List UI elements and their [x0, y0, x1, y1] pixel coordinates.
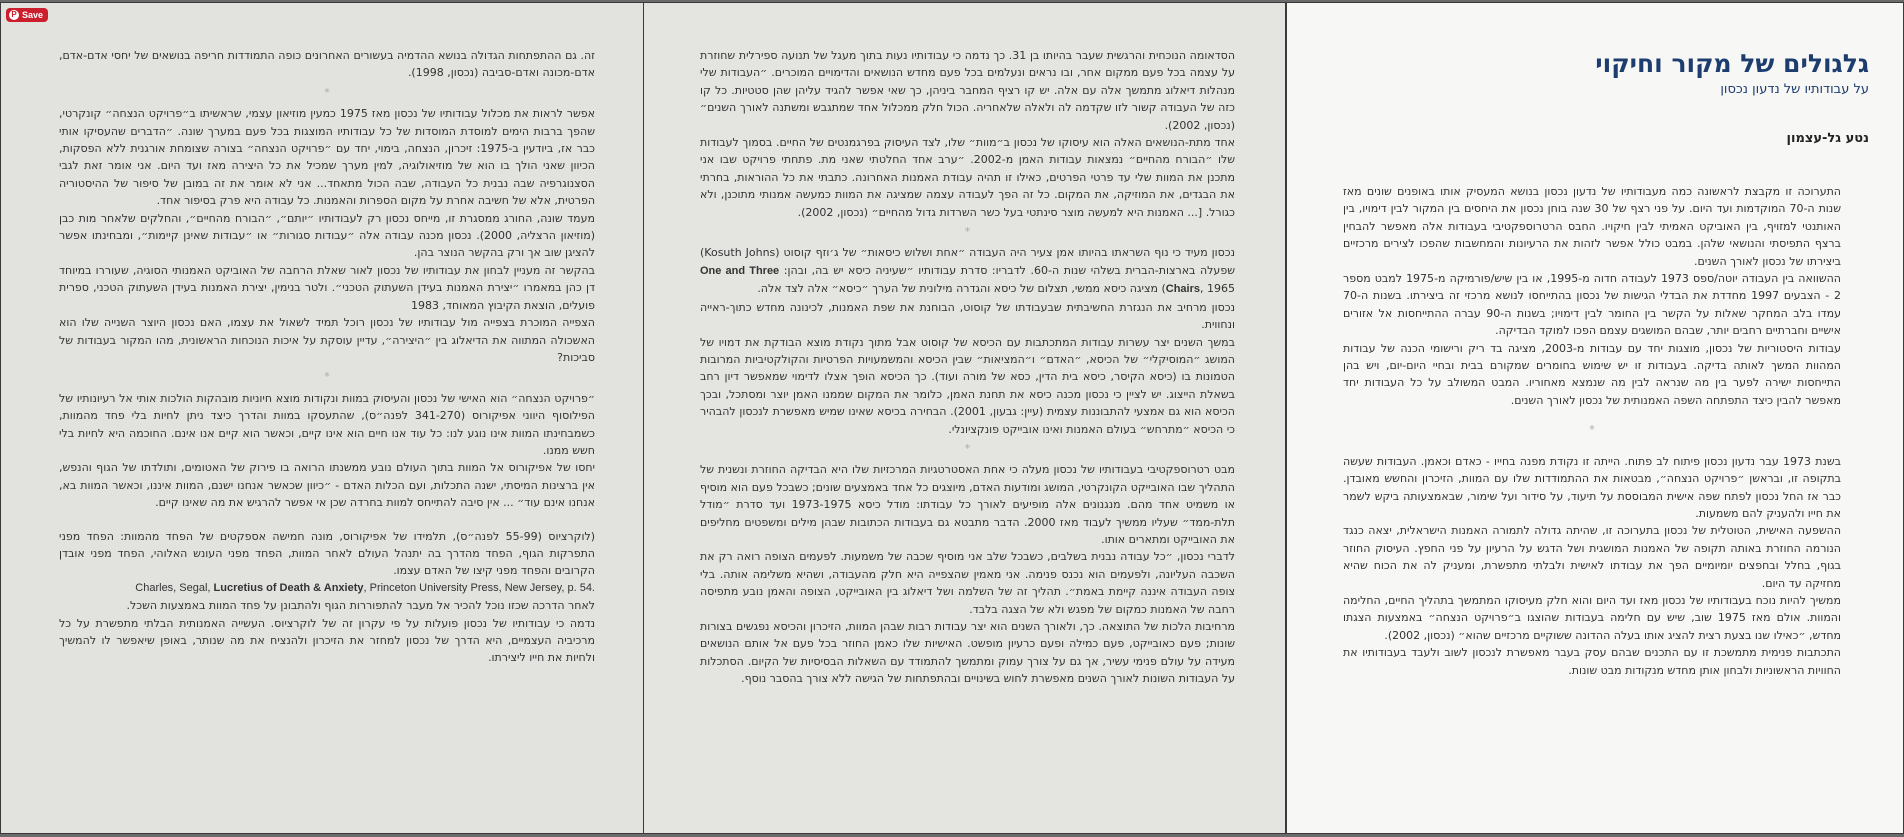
article-title-block [1595, 49, 1869, 99]
citation-author: Charles, Segal, [135, 581, 214, 594]
save-button[interactable] [6, 8, 48, 22]
paragraph-text: נכסון מעיד כי נוף השראתו בהיותו אמן צעיר היה העבודה ״אחת ושלוש כיסאות״ של ג׳וזף קוסוט (Kosuth Johns) שפעלה בארצות-הברית בשלהי שנות ה-60. לדבריו: סדרת עבודותיו ״שעיניה כיסא יש בה, ובהן: [700, 246, 1235, 277]
section-divider: * [964, 441, 971, 455]
pinterest-icon: P [9, 10, 19, 20]
paragraph: יחסו של אפיקורוס אל המוות בתוך העולם נובע ממשנתו הרואה בו פירוק של האטומים, ותולדתו של הגוף והנפש, אין ברצינות המיסתי, ישנה התכלות, ועם הכלות האדם - ״כיוון שכאשר אנחנו ישנם, המוות איננו, וכאשר המוות בא, אנחנו אינם עוד״ ... אין סיבה להתייחס למוות בחרדה שכן אי אפשר להרגיש את מה שאינו קיים. [59, 461, 595, 510]
paragraph: נדמה כי עבודותיו של נכסון פועלות על פי עקרון זה של לוקרציוס. העשייה האמנותית הבלתי מתפשרת על כל מרכיביה העצמיים, היא הדרך של נכסון למחזר את הזיכרון ולהנציח את מה שנותר, באופן שיאפשר לו להמשיך ולחיות את חייו ליצירתו. [59, 616, 595, 665]
paragraph: אחד מתת-הנושאים האלה הוא עיסוקו של נכסון ב״מוות״ שלו, לצד העיסוק בפרגמנטים של החיים. בסמוך לעבודות שלו ״הבורח מהחיים״ נמצאות עבודות האמן מ-2002. ״ערב אחד החלטתי שאני מת. פתחתי פרויקט שבו אני מתכנן את המוות שלי עד פרטי הפרטים, כאילו זו תהיה עבודת האמנות האחרונה. כתבתי את כל ההוראות, בחרתי את הבגדים, את המוזיקה, את המקום. כל זה הפך לעבודה עצמה שמציגה את המוות כמעשה אמנותי מתוכנן, ולא כגורל. [... האמנות היא למעשה מוצר סינתטי בעל כשר השרדות גדול מהחיים״ (נכסון, 2002). [700, 136, 1236, 219]
citation-title: Lucretius of Death & Anxiety [213, 581, 364, 594]
page-left-column [59, 47, 595, 667]
citation [59, 580, 595, 597]
page-middle [643, 2, 1286, 834]
paragraph: לדברי נכסון, ״כל עבודה נבנית בשלבים, כשבכל שלב אני מוסיף שכבה של משמעות. לפעמים הצופה רואה רק את השכבה העליונה, ולפעמים הוא נכנס פנימה. אני מאמין שהצפייה היא חלק מהעבודה, ושהיא משלימה אותה. בלי צופה העבודה איננה קיימת באמת״. תהליך זה של השלמה ושל דיאלוג בין האובייקט, הצופה והאמן נובע מתפיסה רחבה של האמנות כמקום של מפגש ולא של הצגה בלבד. [700, 550, 1235, 616]
paragraph: התכתבות פנימית מתמשכת זו עם התכנים שבהם עסק בעבר מאפשרת לנכסון לשוב ולעבד בעבודותיו את החוויות הראשוניות ולבחון אותן מחדש מנקודות מבט שונות. [1343, 646, 1841, 677]
paragraph: ממשיך להיות נוכח בעבודותיו של נכסון מאז ועד היום והוא חלק מעיסוקו המתמשך בתהליך החיים, החלימה והמוות. אולם מאז 1975 שוב, שיש עם חלימה בעבודות שהוצגו ב״פרויקט הנצחה״ באמצעות הצגתו מחדש, ״כאילו שנו בצעת רצית להציג אותו בעלה ההדונה ששוקיים מרכזיים שהוא״ (נכסון, 2002). [1343, 593, 1841, 642]
page-left [0, 2, 644, 834]
paragraph: מעמד שונה, החורג ממסגרת זו, מייחס נכסון רק לעבודותיו ״יותם״, ״הבורח מהחיים״, והחלקים שלאחר מות כבן (מוזיאון הרצליה, 2000). נכסון מכנה עבודה אלה ״עבודות סגורות״ או ״עבודות שאינן קיימות״, ומבחינתו אפשר להציגן שוב אך ורק בהקשר הנוצר בהן. [59, 211, 595, 260]
citation-publisher: , Princeton University Press, New Jersey, p. 54. [363, 581, 595, 594]
section-divider: * [1589, 423, 1595, 437]
paragraph: לאחר הדרכה שכזו נוכל להכיר אל מעבר להתפוררות הגוף ולהתבונן על פחד המוות באמצעות השכל. [126, 599, 595, 613]
author-name: נטע גל-עצמון [1786, 131, 1869, 146]
section-divider: * [324, 370, 330, 384]
paragraph: זה. גם ההתפתחות הגדולה בנושא ההדמיה בעשורים האחרונים כופה התמודדות חריפה בנושאים של יחסי אדם-אדם, אדם-מכונה ואדם-סביבה (נכסון, 1998). [59, 49, 595, 80]
paragraph: ההשפעה האישית, הטוטלית של נכסון בתערוכה זו, שהיתה גדולה לתמורה האמנות הישראלית, יצאה כנגד הנורמה החוזרת באותה תקופה של האמנות המושגית ושל הדגש על הרעיון על פני החפץ. העיסוק החוזר בגוף, בחלל ובחפצים יומיומיים הפך את עבודתו לאישית ולבלתי מתפשרת, ומעניק לה את הכוח שהיא מחזיקה עד היום. [1343, 524, 1841, 590]
page-right-column [1343, 183, 1841, 679]
page-right [1286, 2, 1904, 834]
paragraph: (לוקרציוס (55-99 לפנה״ס), תלמידו של אפיקורוס, מונה חמישה אספקטים של הפחד מהמוות: הפחד מפני התפרקות הגוף, הפחד מהדרך בה יתנהל העולם לאחר המוות, הפחד מפני העונש האלוהי, הפחד מפני אובדן הקרובים והפחד מפני קיצו של האדם עצמו. [59, 529, 595, 578]
paragraph: בהקשר זה מעניין לבחון את עבודותיו של נכסון לאור שאלת הרחבה של האוביקט האמנותי הסוגיה, שעוררו במיוחד דן כהן במאמרו ״יצירת האמנות בעידן השעתוק הטכני״. ולטר בנימין, יצירת האמנות בעידן השעתוק הטכני, ספרית פועלים, הוצאת הקיבוץ המאוחד, 1983 [59, 263, 595, 312]
paragraph: מבט רטרוספקטיבי בעבודותיו של נכסון מעלה כי אחת האסטרטגיות המרכזיות שלו היא הבדיקה החוזרת ונשנית של התהליך שבו האובייקט הקונקרטי, המושג ומודעות האדם, מיוצגים כל אחד באמצעים שונים; כשבכל פעם הוא מוסיף או משמיט אחד מהם. מנגנונים אלה מופיעים לאורך כל עבודתו: מודל כיסא 1973-1975 ועד סדרת ״מודל תלת-ממד״ שעליו ממשיך לעבוד מאז 2000. הדבר מתבטא גם בעבודות הכתובות שבהן מילים ומשפטים מחליפים את האובייקט ומתארים אותו. [700, 463, 1235, 546]
paragraph: ההשוואה בין העבודה יוטה/ספס 1973 לעבודה חדוה מ-1995, או בין שיש/פורמיקה מ-1975 למבט מספר 2 - הצבעים 1997 מחדדת את הבדלי הגישות של נכסון בהתייחסו לנושא מרכזי זה ביצירתו. בשנות ה-70 עמדו בלב המחקר שאלות על הקשר בין החומר לבין דימויו; בשנות ה-90 עברה ההתייחסות אל אזורים אישיים וחברתיים רחבים יותר, שבהם המושגים עצמם הפכו למוקד הבדיקה. [1343, 272, 1841, 338]
paragraph: התערוכה זו מקבצת לראשונה כמה מעבודותיו של נדעון נכסון בנושא המעסיק אותו באופנים שונים מאז שנות ה-70 המוקדמות ועד היום. על פני רצף של 30 שנה בוחן נכסון את היחסים בין המקור לבין דימויו, בין האותנטי למזויף, בין האוביקט האמיתי לבין חיקויו. החבס הרטרוספקטיבי בעבודות אלה מאפשר להבחין ברצף התפיסתי והנושאי שלהן. במבט כולל אפשר לזהות את הרעיונות והמחשבות שהפכו לצירים מרכזיים ביצירתו של נכסון לאורך השנים. [1343, 185, 1842, 268]
paragraph: ״פרויקט הנצחה״ הוא האישי של נכסון והעיסוק במוות ונקודות מוצא חיוניות מובהקות הולכות אותי אל רעיונותיו של הפילוסוף היווני אפיקורוס (341-270 לפנה״ס), שהתעסקו במוות והדרך כיצד ניתן לחיות בלי פחד מהמוות, כשמבחינתו המוות אינו נוגע לנו: כל עוד אנו חיים הוא אינו קיים, וכאשר הוא קיים אנו אינם. החוכמה היא לחיות בלי חשש ממנו. [59, 391, 595, 457]
section-divider: * [964, 225, 971, 239]
save-button-label: Save [22, 10, 44, 20]
section-divider: * [324, 85, 330, 99]
paragraph-text: , 1965) מציגה כיסא ממשי, תצלום של כיסא והגדרה מילונית של הערך ״כיסא״ אלה לצד אלה. [757, 282, 1235, 296]
article-subtitle: על עבודותיו של נדעון נכסון [1720, 82, 1869, 97]
page-middle-column [700, 47, 1235, 688]
paragraph: מרחיבות הלכות של התוצאה. כך, ולאורך השנים הוא יצר עבודות רבות שבהן המוות, הזיכרון והכיסא נפגשים בצורות שונות; פעם כאובייקט, פעם כמילה ופעם כרעיון מופשט. האישיות שלו כאמן החוזר בכל פעם אל אותם הנושאים מעידה על עולם פנימי עשיר, אך גם על צורך עמוק ומתמשך להתמודד עם השאלות הבסיסיות של הקיום. הסתכלות על העבודות השונות לאורך השנים מאפשרת לחוש בשינויים ובהתפתחות של הגישה ללא צורך בהסבר נוסף. [700, 620, 1235, 686]
paragraph: בשנת 1973 עבר נדעון נכסון פיתוח לב פתוח. הייתה זו נקודת מפנה בחייו - כאדם וכאמן. העבודות שעשה בתקופה זו, ובראשן ״פרויקט הנצחה״, מבטאות את ההתמודדות שלו עם המוות, הזיכרון והחשש מאובדן. כבר אז החל נכסון לפתח שפה אישית המבוססת על תיעוד, על סידור ועל שימור, שבאמצעותה ביקש לשמר את חייו ולהעניק להם משמעות. [1343, 454, 1841, 520]
artwork-title: One and Three Chairs [700, 264, 1200, 296]
paragraph [700, 244, 1235, 298]
paragraph: נכסון מרחיב את הנגזרת החשיבתית שבעבודתו של קוסוט, הבוחנת את שפת האמנות, לכינונה מחדש כתוך-ראייה ונחווית. [700, 300, 1235, 332]
paragraph: במשך השנים יצר עשרות עבודות המתכתבות עם הכיסא של קוסוט אבל מתוך נקודת מוצא הבודקת את דמויו של המושג ״המוסיקלי״ של הכיסא, ״האדם״ ו״המציאות״ שבין הכיסא והמשמעויות הפרטיות והקולקטיביות המרובות הטמונות בו (כיסא הקיסר, כיסא בית הדין, כסא של מורה ועוד). כך הכיסא הופך אצלו לדימוי שמאפשר דיון רחב בשאלת הייצוג. יש לציין כי נכסון מכנה כיסא את תחנת האמן, כלומר את המקום שממנו האמן יוצר ומסתכל, ובכך הכיסא הוא גם אמצעי להתבוננות עצמית (עיין: גבעון, 2001). הבחירה בכיסא שאינו שמיש מאפשרת לנכסון להבהיר כי הכיסא ״מתרחש״ בעולם האמנות ואינו אובייקט פונקציונלי. [700, 335, 1235, 436]
paragraph: הצפייה המוכרת בצפייה מול עבודותיו של נכסון רוכל תמיד לשאול את עצמו, האם נכסון היוצר השנייה שלו הוא האשכולה המתווה את הדיאלוג בין ״היצירה״, עדיין עוסקת על איכות הנוכחות הראשונית, מהו המקור בעבודות של סביכות? [59, 316, 595, 364]
paragraph: הסדאומה הנוכחית והרגשית שעבר בהיותו בן 31. כך נדמה כי עבודותיו נעות בתוך מעגל של תנועה ספירלית שחוזרת על עצמה בכל פעם ממקום אחר, ובו נראים ונעלמים בכל פעם מחדש הנושאים והדימויים המוכרים. ״העבודות שלי מנהלות דיאלוג מתמשך אלה עם אלה. יש קו רציף המחבר ביניהן, כך שאי אפשר להגיד עליהן שהן סטטיות. כל קו כזה של העבודה קשור לזו שקדמה לה ולאלה שלאחריה. הכול חלק ממכלול אחד שמתגבש ומשתנה לאורך השנים״ (נכסון, 2002). [700, 49, 1236, 132]
article-title: גלגולים של מקור וחיקוי [1595, 49, 1869, 78]
paragraph: אפשר לראות את מכלול עבודותיו של נכסון מאז 1975 כמעין מוזיאון עצמי, שראשיתו ב״פרויקט הנצחה״ קונקרטי, שהפך ברבות הימים למוסדת המוסדות של כל עבודותיו המוצגות בכל פעם במערך שונה. ״הדברים שהעסיקו אותי כבר אז, ביודעין ב-1975: זיכרון, הנצחה, בימוי, יחד עם ״פרויקט הנצחה״ בצורה שצומחת אורגנית ללא הפסקות, הכיוון שאני הולך בו הוא של מוזיאולוגיה, למין מערך שמכיל את כל היצירה מאז ועד היום. אני אומר זאת לגבי הסצנוגרפיה שבה נבנית כל העבודה, שבה הכול מתאחד... אני לא אומר את זה במובן של סיפור של ההיסטוריה הפרטית, אלא של חשיבה אחרת על מקום הספרות והאמנות. כל עבודה היא פרק בסיפור אחד. [59, 107, 595, 208]
paragraph: עבודות היסטוריות של נכסון, מוצגות יחד עם עבודות מ-2003, מציגה בד ריק ורישומי הכנה של עבודות המהוות המשך לאותה בדיקה. בעבודות זו יש שימוש בחומרים שמקורם בבית ובחיי היום-יום, ויש בהן התייחסות ישירה לפער בין מה שנראה לבין מה שנמצא מאחוריו. המבט המשולב על כל העבודות יחד מאפשר להבין כיצד התפתחה השפה האמנותית של נכסון לאורך השנים. [1343, 341, 1841, 407]
